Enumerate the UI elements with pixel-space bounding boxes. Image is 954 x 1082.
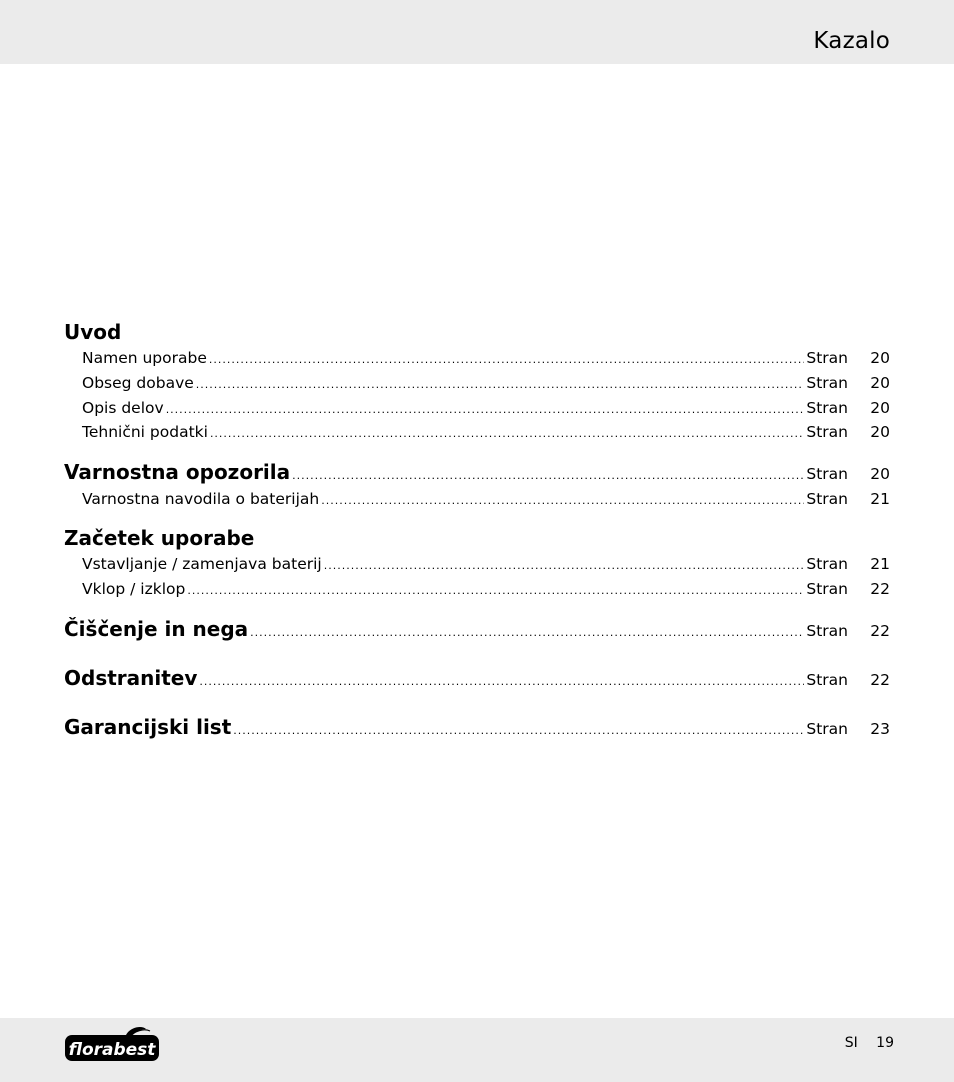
toc-stran-label: Stran	[806, 465, 848, 484]
toc-section-varnostna-opozorila	[64, 457, 890, 512]
toc-section-title: Garancijski list	[64, 714, 232, 739]
toc-page-number: 22	[870, 579, 890, 598]
toc-stran-label: Stran	[806, 490, 848, 509]
toc-leader-dots	[233, 716, 804, 746]
toc-entry-main[interactable]	[64, 712, 890, 742]
toc-stran-label: Stran	[806, 579, 848, 598]
toc-entry-label: Varnostna navodila o baterijah	[82, 490, 320, 509]
toc-section-title: Varnostna opozorila	[64, 460, 291, 485]
header-bar	[0, 0, 954, 64]
toc-leader-dots	[210, 422, 804, 447]
toc-leader-dots	[196, 373, 805, 398]
toc-section-title: Odstranitev	[64, 665, 198, 690]
toc-page-number: 20	[870, 465, 890, 484]
toc-page-number: 21	[870, 490, 890, 509]
toc-leader-dots	[166, 398, 805, 423]
toc-entry[interactable]	[64, 552, 890, 577]
toc-page-number: 20	[870, 373, 890, 392]
toc-stran-label: Stran	[806, 621, 848, 640]
toc-leader-dots	[321, 489, 804, 514]
toc-page-number: 22	[870, 670, 890, 689]
toc-entry[interactable]	[64, 487, 890, 512]
language-code: SI	[844, 1035, 858, 1051]
logo-text: florabest	[68, 1040, 156, 1060]
toc-entry[interactable]	[64, 577, 890, 602]
toc-entry-main[interactable]	[64, 457, 890, 487]
toc-page-number: 20	[870, 423, 890, 442]
toc-page-number: 22	[870, 621, 890, 640]
toc-section-zacetek-uporabe	[64, 524, 890, 602]
toc-page-number: 20	[870, 398, 890, 417]
toc-stran-label: Stran	[806, 423, 848, 442]
toc-stran-label: Stran	[806, 398, 848, 417]
toc-section-title: Začetek uporabe	[64, 525, 255, 550]
toc-leader-dots	[209, 348, 805, 373]
toc-page-number: 20	[870, 349, 890, 367]
toc-stran-label: Stran	[806, 373, 848, 392]
toc-page-number: 21	[870, 554, 890, 573]
toc-section-title: Uvod	[64, 320, 122, 344]
table-of-contents	[64, 318, 890, 742]
toc-leader-dots	[250, 618, 804, 648]
toc-entry-label: Namen uporabe	[82, 349, 207, 367]
toc-entry-label: Vklop / izklop	[82, 579, 186, 598]
toc-entry[interactable]	[64, 346, 890, 371]
toc-entry-label: Opis delov	[82, 398, 164, 417]
toc-stran-label: Stran	[806, 719, 848, 738]
page-number: 19	[876, 1035, 894, 1051]
toc-entry-label: Obseg dobave	[82, 373, 194, 392]
toc-stran-label: Stran	[806, 349, 848, 367]
page-title: Kazalo	[813, 28, 890, 54]
toc-entry-label: Vstavljanje / zamenjava baterij	[82, 554, 322, 573]
toc-leader-dots	[187, 579, 804, 604]
florabest-logo	[64, 1025, 160, 1065]
toc-entry-main[interactable]	[64, 614, 890, 644]
toc-entry[interactable]	[64, 420, 890, 445]
toc-entry[interactable]	[64, 371, 890, 396]
toc-stran-label: Stran	[806, 554, 848, 573]
toc-leader-dots	[199, 667, 804, 697]
toc-stran-label: Stran	[806, 670, 848, 689]
toc-entry-main[interactable]	[64, 663, 890, 693]
toc-entry[interactable]	[64, 396, 890, 421]
page-info	[845, 1035, 894, 1051]
toc-section-uvod	[64, 318, 890, 445]
toc-entry-label: Tehnični podatki	[82, 423, 208, 442]
toc-section-title: Čiščenje in nega	[64, 616, 249, 641]
toc-leader-dots	[324, 554, 805, 579]
toc-page-number: 23	[870, 719, 890, 738]
